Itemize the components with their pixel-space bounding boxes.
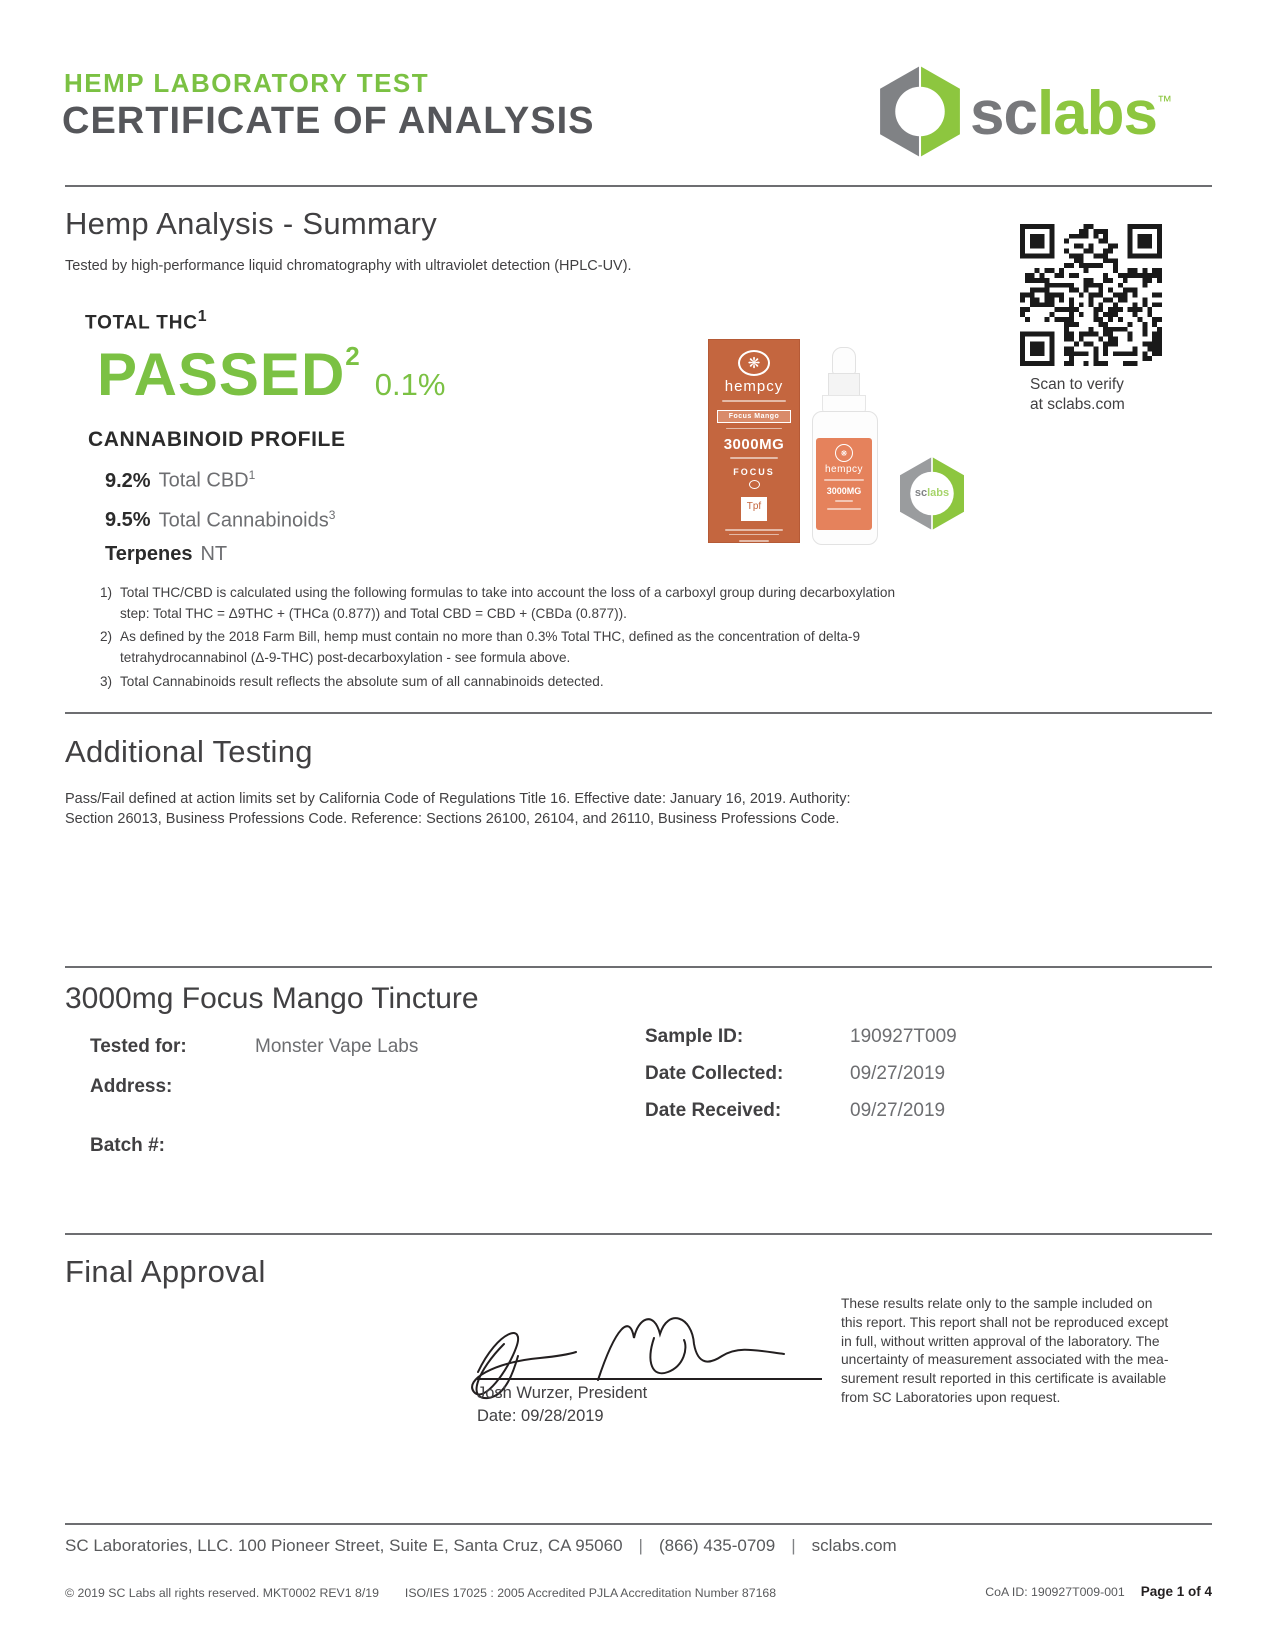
- report-type-label: HEMP LABORATORY TEST: [64, 68, 430, 98]
- sclabs-logo: [880, 66, 1172, 162]
- sclabs-hexagon-icon: [880, 66, 960, 162]
- sample-id-value: 190927T009: [850, 1026, 957, 1047]
- cannabinoid-profile-list: [105, 458, 335, 571]
- bottle-body: [812, 411, 878, 545]
- product-box: [708, 339, 800, 543]
- approval-date: Date: 09/28/2019: [477, 1407, 604, 1425]
- sclabs-wordmark: sclabs™: [970, 79, 1173, 148]
- divider: [65, 966, 1212, 968]
- footnote-3: 3) Total Cannabinoids result reflects the absolute sum of all cannabinoids detected.: [100, 673, 604, 689]
- passed-badge: PASSED$^2$: [97, 341, 361, 408]
- footer-meta: [985, 1584, 1212, 1599]
- lab-website: sclabs.com: [811, 1536, 897, 1555]
- tested-for-value: Monster Vape Labs: [255, 1036, 419, 1057]
- divider: [65, 1523, 1212, 1525]
- additional-testing-text: Pass/Fail defined at action limits set by California Code of Regulations Title 16. Effective date: January 16, 2019. Authority: Section 26013, Business Professions Code. Reference: Sections 26100, 26104, and 26110, Business Professions Code.: [65, 791, 851, 827]
- box-strength: 3000MG: [723, 436, 785, 454]
- profile-item-cannabinoids: 9.5% Total Cannabinoids$^3$: [105, 507, 336, 532]
- iso-accreditation-text: ISO/IES 17025 : 2005 Accredited PJLA Accreditation Number 87168: [404, 1586, 777, 1600]
- total-thc-label: TOTAL THC$^1$: [85, 308, 208, 334]
- footnote-2: 2) As defined by the 2018 Farm Bill, hemp must contain no more than 0.3% Total THC, defined as the concentration of delta-9 tetrahydrocannabinol (Δ-9-THC) post-decarboxylation - see formula above.: [100, 629, 861, 665]
- certificate-title: CERTIFICATE OF ANALYSIS: [62, 100, 595, 142]
- thc-percentage: 0.1%: [374, 367, 446, 402]
- date-collected-label: Date Collected:: [645, 1063, 784, 1084]
- summary-method-text: Tested by high-performance liquid chromatography with ultraviolet detection (HPLC-UV).: [65, 258, 632, 274]
- cannabinoid-profile-heading: CANNABINOID PROFILE: [88, 428, 346, 451]
- date-received-value: 09/27/2019: [850, 1100, 946, 1121]
- dropper-collar: [828, 373, 860, 397]
- disclaimer-text: These results relate only to the sample included on this report. This report shall not be reproduced except in full, without written approval of the laboratory. The uncertainty of measurement associated with the mea- surement result reported in this certificate is available from SC Laboratories upon request.: [841, 1296, 1169, 1405]
- batch-label: Batch #:: [90, 1135, 165, 1156]
- sclabs-watermark: [900, 457, 964, 530]
- hemp-leaf-icon: ❋: [835, 444, 853, 462]
- box-flavor: Focus Mango: [717, 410, 791, 423]
- product-photo: [700, 335, 990, 550]
- product-name-heading: 3000mg Focus Mango Tincture: [65, 982, 479, 1015]
- address-label: Address:: [90, 1076, 173, 1097]
- box-focus-icon: [749, 480, 760, 489]
- box-brand: hempcy: [724, 378, 784, 396]
- footnote-1: 1) Total THC/CBD is calculated using the following formulas to take into account the loss of a carboxyl group during decarboxylation step: Total THC = Δ9THC + (THCa (0.877)) and Total CBD = CBD + (CBDa (0.877)).: [100, 585, 896, 621]
- divider: [65, 1233, 1212, 1235]
- section-heading-final-approval: Final Approval: [65, 1254, 266, 1289]
- qr-caption: Scan to verify at sclabs.com: [1030, 376, 1125, 414]
- dropper-bulb: [832, 347, 856, 375]
- section-heading-summary: Hemp Analysis - Summary: [65, 206, 438, 241]
- box-element-tile: Tpf: [741, 497, 767, 521]
- product-bottle: [804, 347, 886, 545]
- date-received-label: Date Received:: [645, 1100, 782, 1121]
- divider: [65, 712, 1212, 714]
- qr-code-icon: [1020, 224, 1162, 366]
- signature-line: [477, 1378, 822, 1380]
- box-focus: FOCUS: [733, 466, 775, 477]
- tested-for-label: Tested for:: [90, 1036, 187, 1057]
- divider: [65, 185, 1212, 187]
- qr-block: [1020, 224, 1170, 415]
- lab-address: SC Laboratories, LLC. 100 Pioneer Street, Suite E, Santa Cruz, CA 95060: [65, 1536, 623, 1555]
- profile-item-cbd: 9.2% Total CBD$^1$: [105, 468, 256, 492]
- hemp-leaf-icon: ❋: [738, 350, 770, 376]
- watermark-wordmark: sclabs: [914, 487, 950, 499]
- sample-id-label: Sample ID:: [645, 1026, 744, 1047]
- footer-contact: SC Laboratories, LLC. 100 Pioneer Street, Suite E, Santa Cruz, CA 95060 | (866) 435-0709 | sclabs.com: [65, 1536, 897, 1555]
- profile-item-terpenes: Terpenes NT: [105, 543, 228, 566]
- coa-id: CoA ID: 190927T009-001: [985, 1585, 1125, 1599]
- copyright-text: © 2019 SC Labs all rights reserved. MKT0002 REV1 8/19: [65, 1586, 379, 1600]
- page-number: Page 1 of 4: [1140, 1584, 1212, 1599]
- bottle-brand: hempcy: [824, 464, 863, 475]
- bottle-label: [816, 438, 872, 530]
- thc-result: [97, 340, 445, 409]
- footnotes: [100, 583, 915, 695]
- bottle-strength: 3000MG: [826, 486, 862, 496]
- lab-phone: (866) 435-0709: [658, 1536, 776, 1555]
- section-heading-additional-testing: Additional Testing: [65, 734, 313, 769]
- date-collected-value: 09/27/2019: [850, 1063, 946, 1084]
- footer-legal: [65, 1586, 776, 1600]
- signer-name: Josh Wurzer, President: [477, 1384, 648, 1402]
